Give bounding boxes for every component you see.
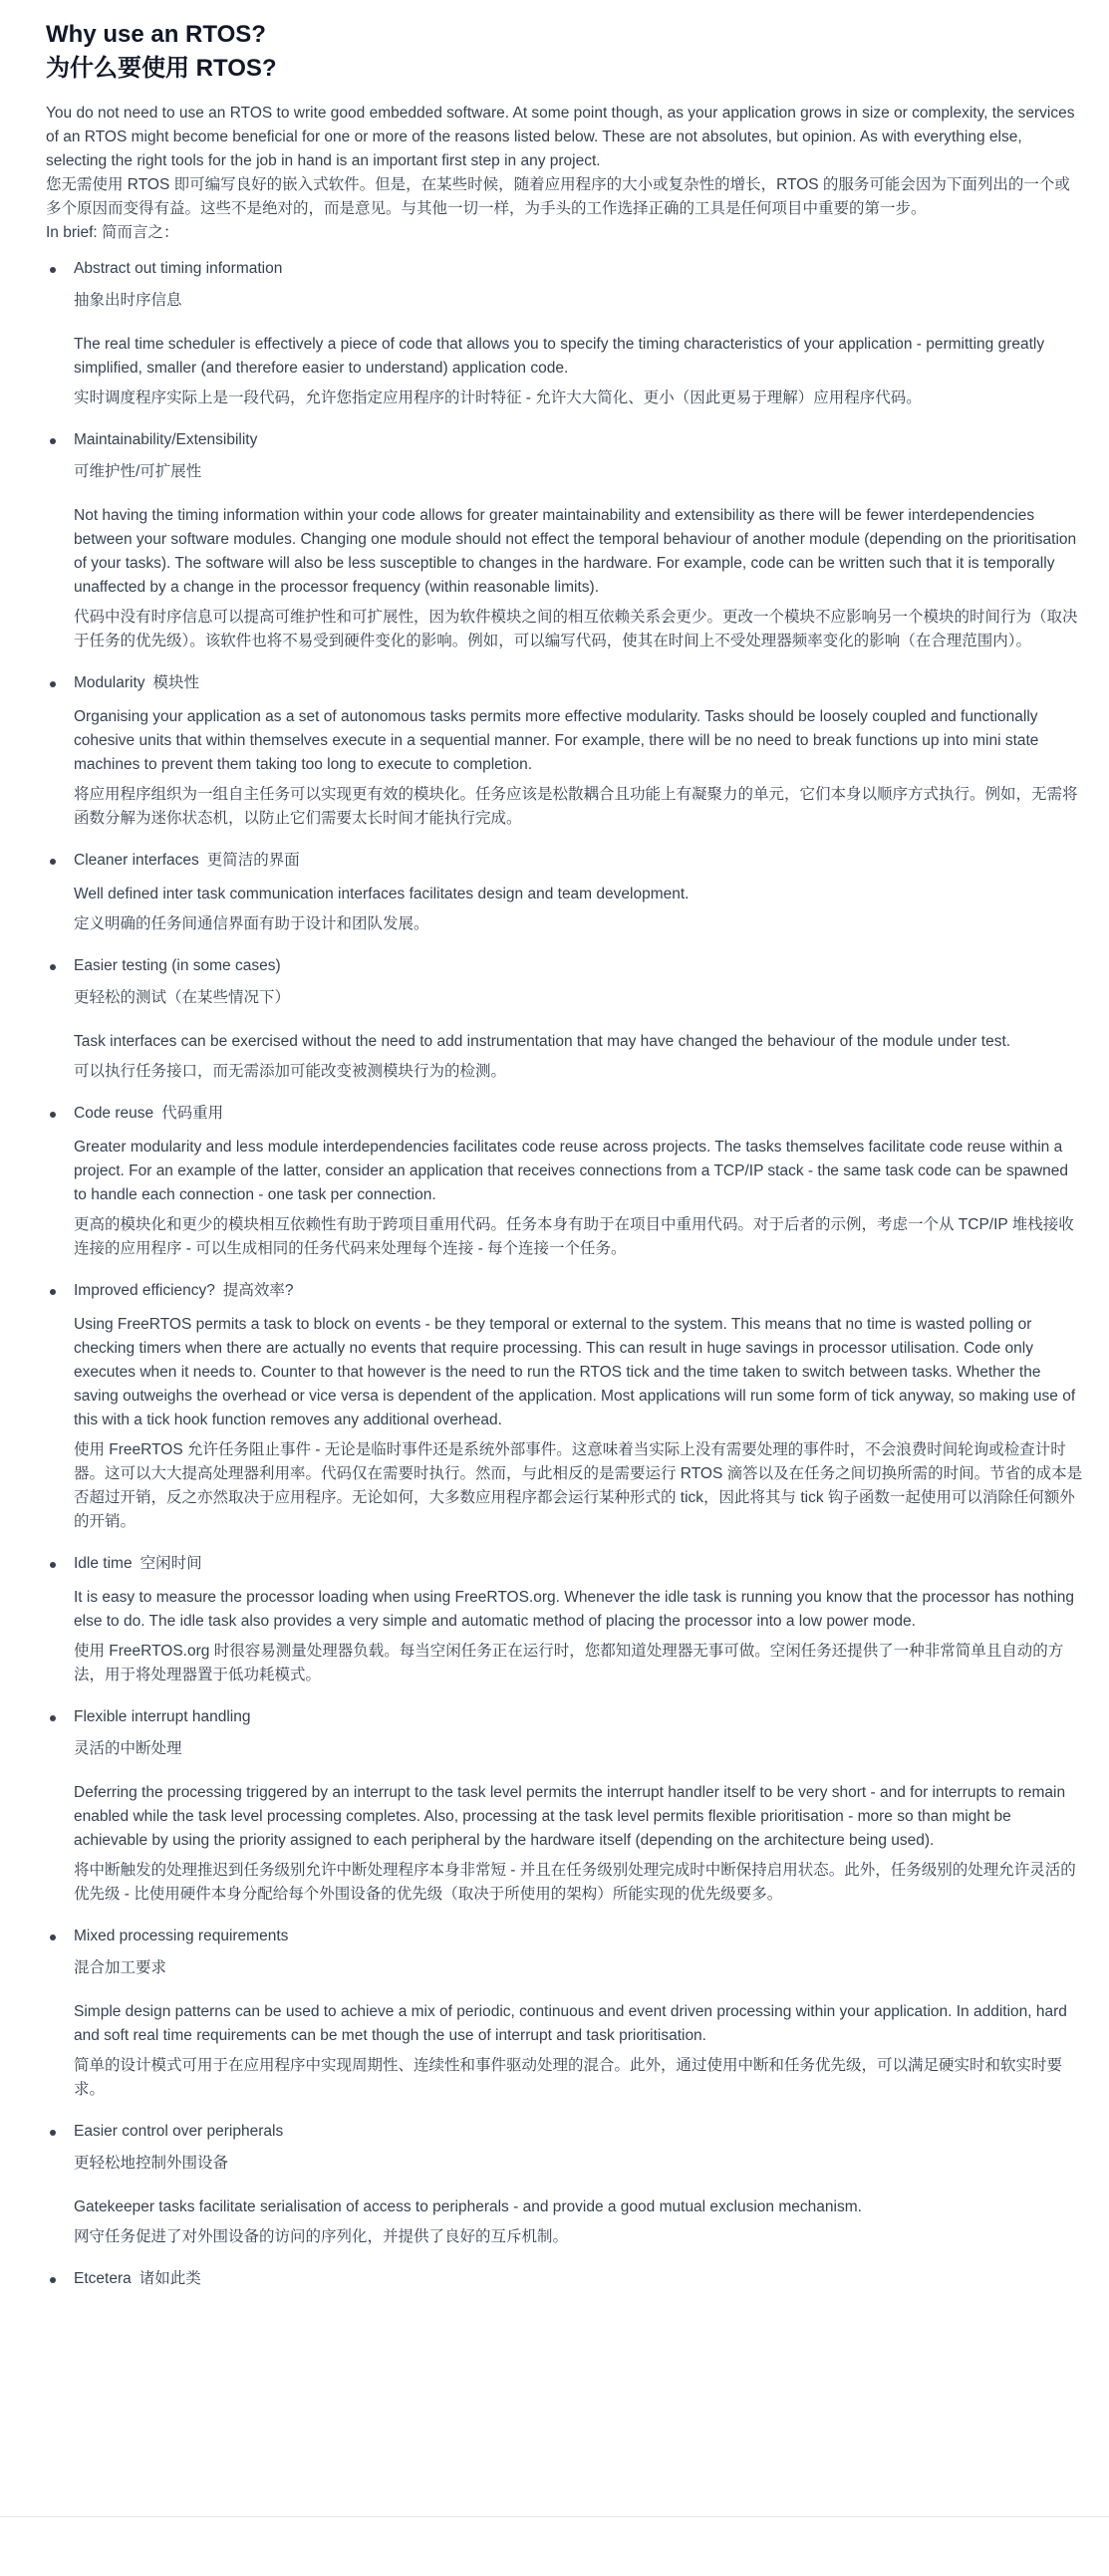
reason-title-line [74, 849, 1085, 873]
reason-title: Idle time [74, 1555, 133, 1572]
reason-body: Not having the timing information within your code allows for greater maintainability and extensibility as there will be fewer interdependencies between your software modules. Changing one module should not effect the temporal behaviour of another module (depending on the prioritisation of your tasks). The software will also be less susceptible to changes in the hardware. For example, code can be written such that it is temporally unaffected by a change in the processor frequency (within reasonable limits). [74, 507, 1077, 596]
list-item [46, 671, 1085, 831]
list-item [46, 2120, 1085, 2249]
in-brief-label: In brief: 简而言之： [46, 224, 179, 241]
reason-title: Easier control over peripherals [74, 2123, 284, 2140]
reason-title-zh: 诸如此类 [139, 2270, 201, 2287]
reason-body: Simple design patterns can be used to achieve a mix of periodic, continuous and event driven processing within your application. In addition, hard and soft real time requirements can be met though the use of interrupt and task prioritisation. [74, 2003, 1067, 2044]
reason-title-zh: 更简洁的界面 [206, 852, 300, 869]
reason-title-zh: 更轻松地控制外围设备 [74, 2155, 229, 2172]
list-item [46, 1925, 1085, 2102]
reason-body-zh: 将应用程序组织为一组自主任务可以实现更有效的模块化。任务应该是松散耦合且功能上有凝聚力的单元，它们本身以顺序方式执行。例如，无需将函数分解为迷你状态机，以防止它们需要太长时间才能执行完成。 [74, 786, 1078, 827]
reason-title: Modularity [74, 674, 145, 691]
reason-body-zh: 将中断触发的处理推迟到任务级别允许中断处理程序本身非常短 - 并且在任务级别处理完成时中断保持启用状态。此外，任务级别的处理允许灵活的优先级 - 比使用硬件本身分配给每个外围设备的优先级（取决于所使用的架构）所能实现的优先级要多。 [74, 1862, 1076, 1903]
reason-title-zh: 模块性 [152, 674, 200, 691]
reason-body: Task interfaces can be exercised without the need to add instrumentation that may have changed the behaviour of the module under test. [74, 1033, 1011, 1050]
reason-body-zh: 使用 FreeRTOS 允许任务阻止事件 - 无论是临时事件还是系统外部事件。这意味着当实际上没有需要处理的事件时，不会浪费时间轮询或检查计时器。这可以大大提高处理器利用率。代码仅在需要时执行。然而，与此相反的是需要运行 RTOS 滴答以及在任务之间切换所需的时间。节省的成本是否超过开销，反之亦然取决于应用程序。无论如何，大多数应用程序都会运行某种形式的 tick，因此将其与 tick 钩子函数一起使用可以消除任何额外的开销。 [74, 1441, 1083, 1530]
reason-body-zh: 可以执行任务接口，而无需添加可能改变被测模块行为的检测。 [74, 1063, 507, 1080]
reason-title-zh: 更轻松的测试（在某些情况下） [74, 989, 291, 1006]
reasons-list [46, 257, 1085, 2291]
list-item [46, 1279, 1085, 1534]
reason-title: Improved efficiency? [74, 1282, 215, 1299]
reason-title-line [74, 2267, 1085, 2291]
list-item [46, 849, 1085, 936]
reason-title-zh: 空闲时间 [139, 1555, 202, 1572]
reason-title: Mixed processing requirements [74, 1928, 289, 1944]
list-item [46, 257, 1085, 410]
reason-body: Greater modularity and less module interdependencies facilitates code reuse across projects. The tasks themselves facilitate code reuse within a project. For an example of the latter, consider an application that receives connections from a TCP/IP stack - the same task code can be spawned to handle each connection - one task per connection. [74, 1139, 1068, 1203]
list-item [46, 1552, 1085, 1687]
reason-body-zh: 定义明确的任务间通信界面有助于设计和团队发展。 [74, 915, 429, 932]
list-item [46, 1102, 1085, 1261]
reason-body: Well defined inter task communication interfaces facilitates design and team development. [74, 886, 690, 902]
reason-title: Maintainability/Extensibility [74, 431, 258, 448]
reason-title-zh: 灵活的中断处理 [74, 1740, 182, 1757]
list-item [46, 1705, 1085, 1907]
reason-title: Cleaner interfaces [74, 852, 199, 869]
reason-title-zh: 代码重用 [161, 1105, 224, 1122]
reason-body-zh: 更高的模块化和更少的模块相互依赖性有助于跨项目重用代码。任务本身有助于在项目中重用代码。对于后者的示例，考虑一个从 TCP/IP 堆栈接收连接的应用程序 - 可以生成相同的任务代码来处理每个连接 - 每个连接一个任务。 [74, 1216, 1074, 1257]
reason-title: Flexible interrupt handling [74, 1708, 251, 1725]
reason-title: Code reuse [74, 1105, 154, 1122]
reason-title-zh: 抽象出时序信息 [74, 292, 182, 309]
reason-body: The real time scheduler is effectively a piece of code that allows you to specify the timing characteristics of your application - permitting greatly simplified, smaller (and therefore easier to understand) application code. [74, 336, 1045, 377]
page-title: Why use an RTOS? [46, 21, 266, 48]
reason-title-zh: 提高效率? [222, 1282, 294, 1299]
intro-en: You do not need to use an RTOS to write good embedded software. At some point though, as your application grows in size or complexity, the services of an RTOS might become beneficial for one or more of the reasons listed below. These are not absolutes, but opinion. As with everything else, selecting the right tools for the job in hand is an important first step in any project. [46, 105, 1075, 169]
reason-title-line [74, 1552, 1085, 1576]
reason-body: Deferring the processing triggered by an interrupt to the task level permits the interrupt handler itself to be very short - and for interrupts to remain enabled while the task level processing completes. Also, processing at the task level permits flexible prioritisation - more so than might be achievable by using the priority assigned to each peripheral by the hardware itself (depending on the architecture being used). [74, 1784, 1066, 1849]
reason-title-zh: 混合加工要求 [74, 1959, 167, 1976]
reason-body-zh: 代码中没有时序信息可以提高可维护性和可扩展性，因为软件模块之间的相互依赖关系会更少。更改一个模块不应影响另一个模块的时间行为（取决于任务的优先级）。该软件也将不易受到硬件变化的影响。例如，可以编写代码，使其在时间上不受处理器频率变化的影响（在合理范围内）。 [74, 609, 1078, 649]
intro-zh: 您无需使用 RTOS 即可编写良好的嵌入式软件。但是，在某些时候，随着应用程序的大小或复杂性的增长，RTOS 的服务可能会因为下面列出的一个或多个原因而变得有益。这些不是绝对的，而是意见。与其他一切一样，为手头的工作选择正确的工具是任何项目中重要的第一步。 [46, 176, 1070, 217]
reason-body-zh: 网守任务促进了对外围设备的访问的序列化，并提供了良好的互斥机制。 [74, 2228, 569, 2245]
reason-title-zh: 可维护性/可扩展性 [74, 463, 202, 480]
reason-body: It is easy to measure the processor loading when using FreeRTOS.org. Whenever the idle task is running you know that the processor has nothing else to do. The idle task also provides a very simple and automatic method of placing the processor into a low power mode. [74, 1589, 1075, 1630]
list-item [46, 954, 1085, 1084]
list-item [46, 2267, 1085, 2291]
reason-body-zh: 实时调度程序实际上是一段代码，允许您指定应用程序的计时特征 - 允许大大简化、更小（因此更易于理解）应用程序代码。 [74, 389, 922, 406]
reason-title: Abstract out timing information [74, 260, 283, 277]
page-title-zh: 为什么要使用 RTOS? [46, 55, 277, 82]
reason-title-line [74, 1102, 1085, 1126]
reason-title: Etcetera [74, 2270, 132, 2287]
reason-title-line [74, 671, 1085, 695]
reason-title: Easier testing (in some cases) [74, 957, 281, 974]
footer-divider [0, 2516, 1109, 2517]
reason-body: Gatekeeper tasks facilitate serialisation of access to peripherals - and provide a good mutual exclusion mechanism. [74, 2198, 862, 2215]
reason-body: Using FreeRTOS permits a task to block on events - be they temporal or external to the system. This means that no time is wasted polling or checking timers when there are actually no events that require processing. This can result in huge savings in processor utilisation. Code only executes when it needs to. Counter to that however is the need to run the RTOS tick and the time taken to switch between tasks. Whether the saving outweighs the overhead or vice versa is dependent of the application. Most applications will run some form of tick anyway, so making use of this with a tick hook function removes any additional overhead. [74, 1316, 1076, 1428]
reason-title-line [74, 1279, 1085, 1303]
reason-body-zh: 使用 FreeRTOS.org 时很容易测量处理器负载。每当空闲任务正在运行时，您都知道处理器无事可做。空闲任务还提供了一种非常简单且自动的方法，用于将处理器置于低功耗模式。 [74, 1643, 1064, 1683]
list-item [46, 428, 1085, 653]
reason-body-zh: 简单的设计模式可用于在应用程序中实现周期性、连续性和事件驱动处理的混合。此外，通过使用中断和任务优先级，可以满足硬实时和软实时要求。 [74, 2057, 1063, 2098]
reason-body: Organising your application as a set of autonomous tasks permits more effective modularity. Tasks should be loosely coupled and functionally cohesive units that within themselves execute in a sequential manner. For example, there will be no need to break functions up into mini state machines to prevent them taking too long to execute to completion. [74, 708, 1039, 773]
